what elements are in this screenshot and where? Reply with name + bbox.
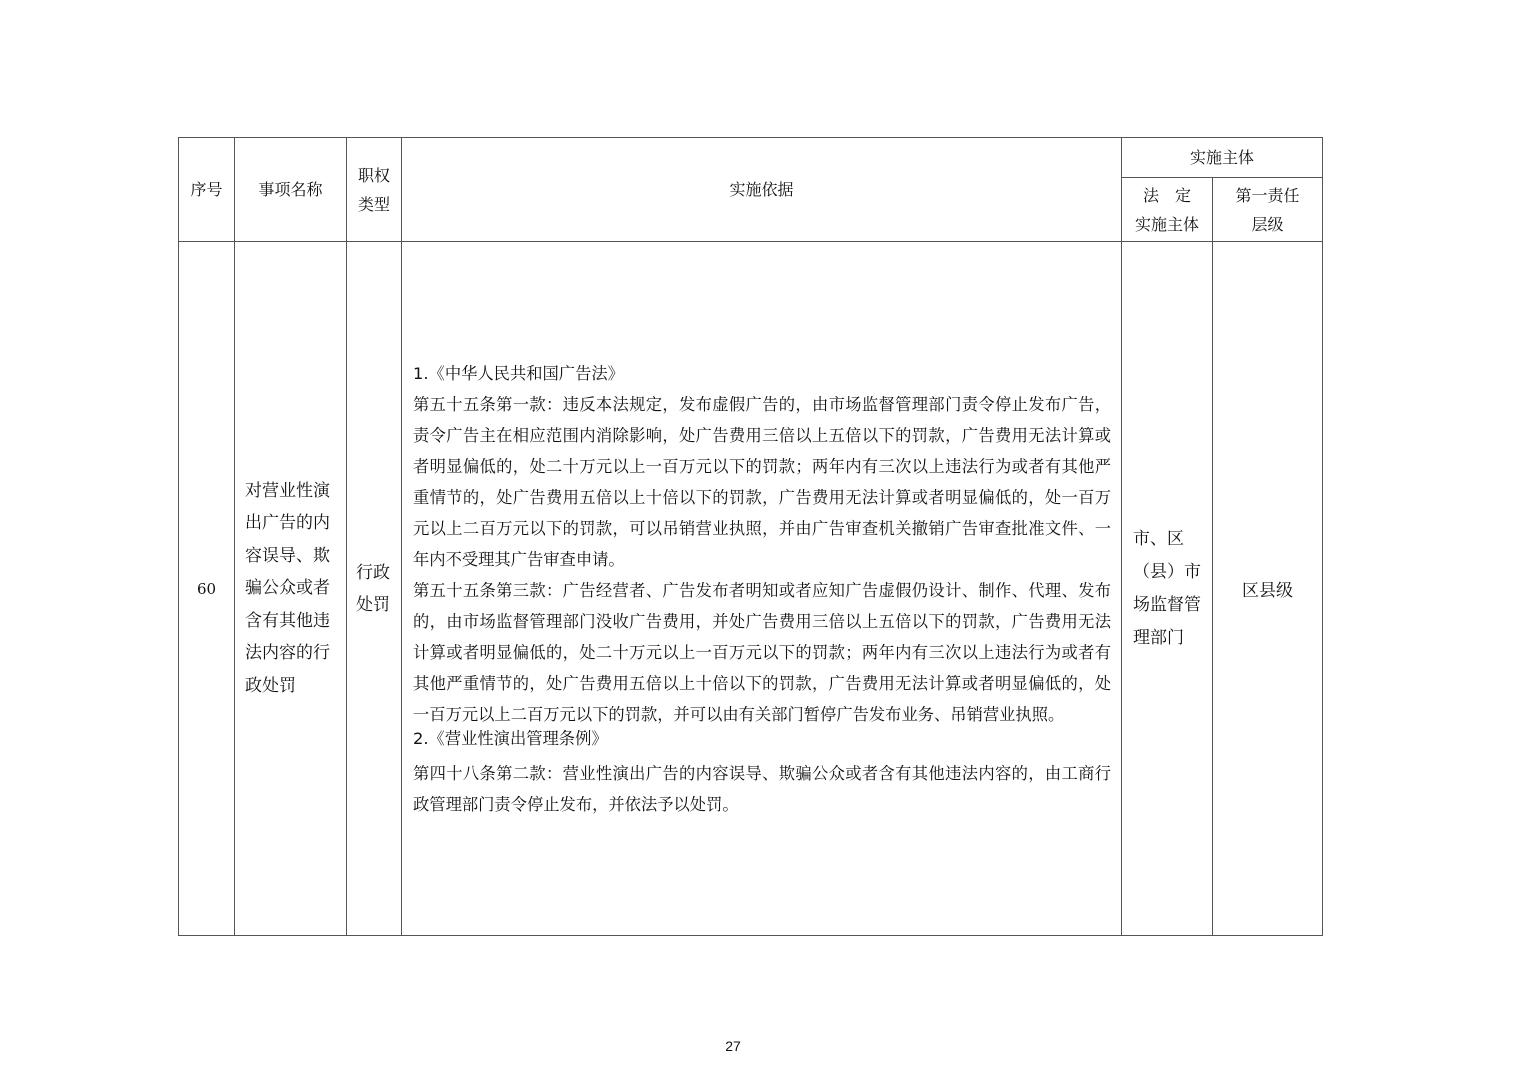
law2-title: 2.《营业性演出管理条例》 xyxy=(413,728,608,748)
header-subject-group: 实施主体 xyxy=(1122,138,1323,178)
header-basis: 实施依据 xyxy=(402,138,1122,242)
header-level: 第一责任 层级 xyxy=(1213,178,1323,242)
authority-table xyxy=(178,137,1323,936)
law2-paragraph-1: 第四十八条第二款：营业性演出广告的内容误导、欺骗公众或者含有其他违法内容的，由工商行政管理部门责令停止发布，并依法予以处罚。 xyxy=(413,763,1111,814)
page-number: 27 xyxy=(725,1038,741,1054)
law1-paragraph-2: 第五十五条第三款：广告经营者、广告发布者明知或者应知广告虚假仍设计、制作、代理、发布的，由市场监督管理部门没收广告费用，并处广告费用三倍以上五倍以下的罚款，广告费用无法计算或者明显偏低的，处二十万元以上一百万元以下的罚款；两年内有三次以上违法行为或者有其他严重情节的，处广告费用五倍以上十倍以下的罚款，广告费用无法计算或者明显偏低的，处一百万元以上二百万元以下的罚款，并可以由有关部门暂停广告发布业务、吊销营业执照。 xyxy=(413,580,1111,724)
responsibility-level: 区县级 xyxy=(1213,242,1323,936)
legal-subject: 市、区（县）市场监督管理部门 xyxy=(1122,242,1213,936)
row-number: 60 xyxy=(179,242,235,936)
header-legal-subject: 法 定 实施主体 xyxy=(1122,178,1213,242)
implementation-basis xyxy=(402,242,1122,936)
law1-title: 1.《中华人民共和国广告法》 xyxy=(413,363,624,383)
header-name: 事项名称 xyxy=(235,138,347,242)
header-no: 序号 xyxy=(179,138,235,242)
law1-paragraph-1: 第五十五条第一款：违反本法规定，发布虚假广告的，由市场监督管理部门责令停止发布广告，责令广告主在相应范围内消除影响，处广告费用三倍以上五倍以下的罚款，广告费用无法计算或者明显偏低的，处二十万元以上一百万元以下的罚款；两年内有三次以上违法行为或者有其他严重情节的，处广告费用五倍以上十倍以下的罚款，广告费用无法计算或者明显偏低的，处一百万元以上二百万元以下的罚款，可以吊销营业执照，并由广告审查机关撤销广告审查批准文件、一年内不受理其广告审查申请。 xyxy=(413,394,1111,569)
authority-type xyxy=(347,242,402,936)
authority-type-text: 行政处罚 xyxy=(356,562,390,615)
item-name: 对营业性演出广告的内容误导、欺骗公众或者含有其他违法内容的行政处罚 xyxy=(235,242,347,936)
header-type: 职权 类型 xyxy=(347,138,402,242)
